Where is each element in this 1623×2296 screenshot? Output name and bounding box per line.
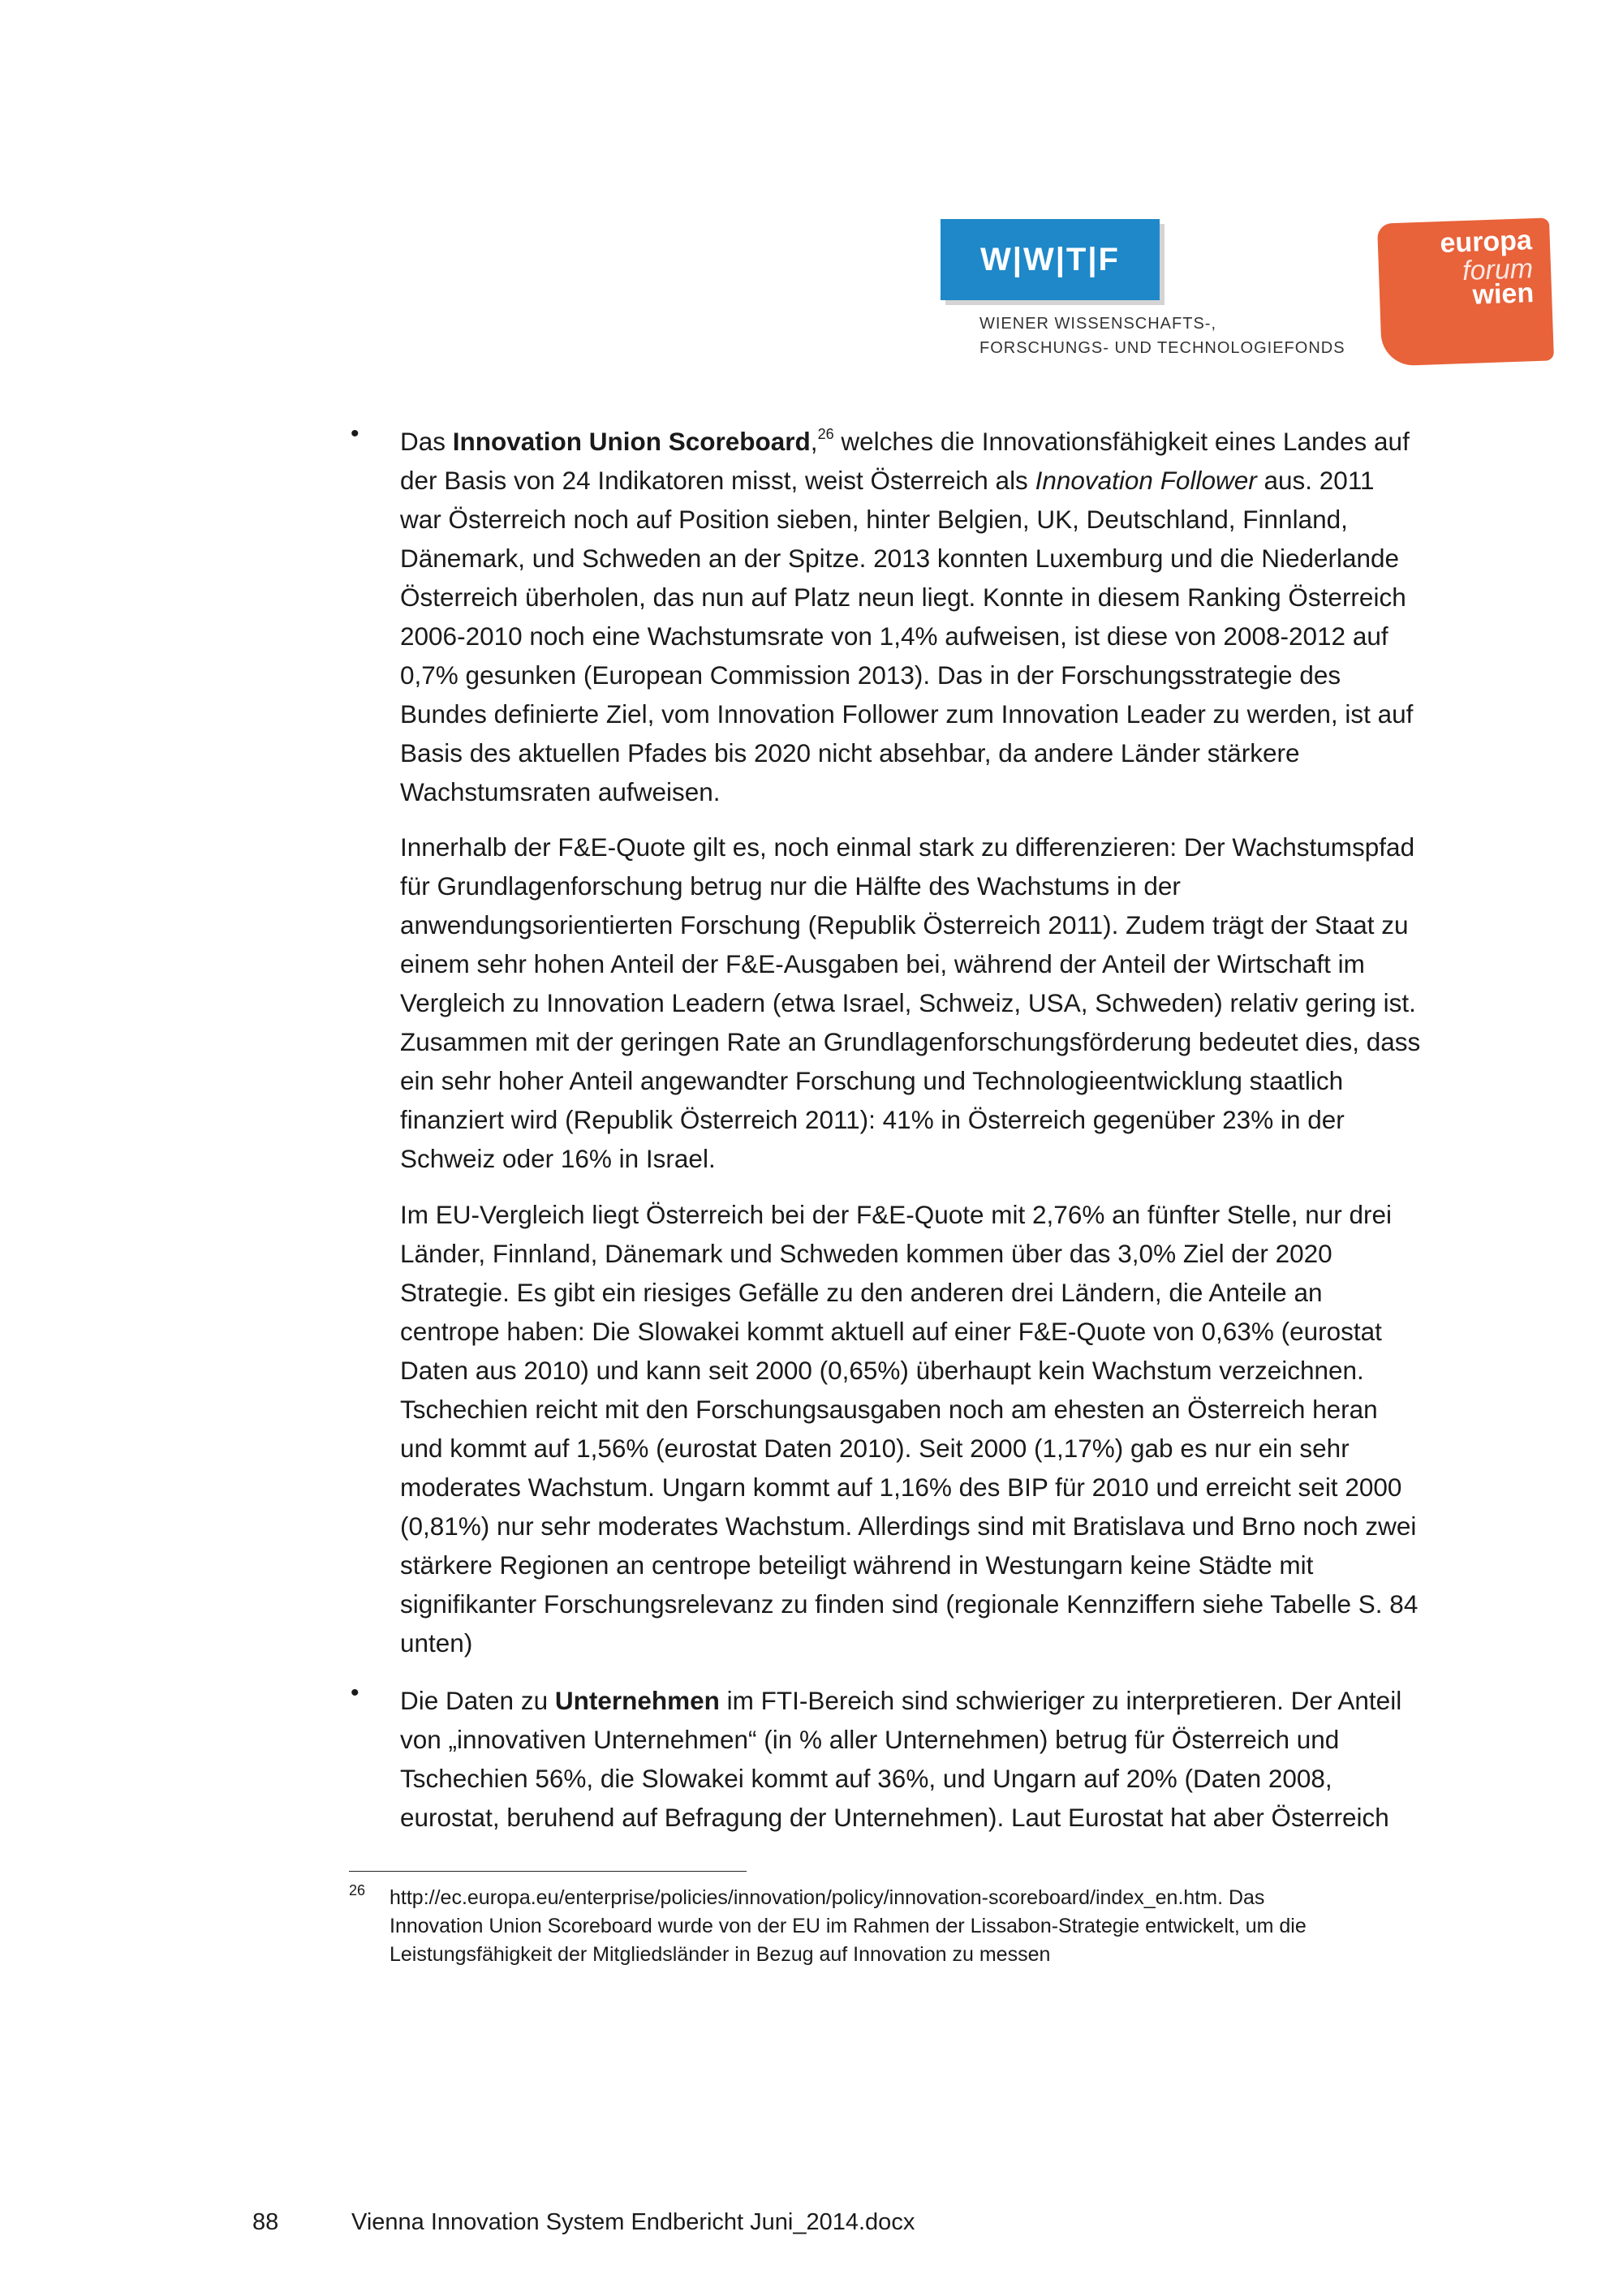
text-line: Länder, Finnland, Dänemark und Schweden kommen über das 3,0% Ziel der 2020 xyxy=(400,1239,1332,1268)
text-line: Innerhalb der F&E-Quote gilt es, noch einmal stark zu differenzieren: Der Wachstumspfad xyxy=(400,832,1415,862)
wwtf-caption-line2: FORSCHUNGS- UND TECHNOLOGIEFONDS xyxy=(979,339,1345,357)
paragraph-eu-comparison xyxy=(400,1195,1552,1662)
bullet-icon: • xyxy=(351,420,359,447)
text-line: 0,7% gesunken (European Commission 2013). Das in der Forschungsstrategie des xyxy=(400,660,1341,690)
text-line: Basis des aktuellen Pfades bis 2020 nicht absehbar, da andere Länder stärkere xyxy=(400,738,1300,767)
text-line: Strategie. Es gibt ein riesiges Gefälle zu den anderen drei Ländern, die Anteile an xyxy=(400,1278,1323,1307)
text-line: (0,81%) nur sehr moderates Wachstum. Allerdings sind mit Bratislava und Brno noch zwei xyxy=(400,1511,1417,1541)
text-line: und kommt auf 1,56% (eurostat Daten 2010). Seit 2000 (1,17%) gab es nur ein sehr xyxy=(400,1434,1350,1463)
footnote-reference[interactable]: 26 xyxy=(817,426,834,442)
footnote-number: 26 xyxy=(349,1882,366,1898)
text-line: von „innovativen Unternehmen“ (in % aller Unternehmen) betrug für Österreich und xyxy=(400,1725,1340,1754)
text-line: stärkere Regionen an centrope beteiligt während in Westungarn keine Städte mit xyxy=(400,1550,1314,1580)
wwtf-caption-line1: WIENER WISSENSCHAFTS-, xyxy=(979,315,1217,333)
text-line: finanziert wird (Republik Österreich 2011): 41% in Österreich gegenüber 23% in der xyxy=(400,1105,1345,1134)
text-line: für Grundlagenforschung betrug nur die Hälfte des Wachstums in der xyxy=(400,871,1181,901)
text-line: Tschechien reicht mit den Forschungsausgaben noch am ehesten an Österreich heran xyxy=(400,1395,1378,1424)
text-line: war Österreich noch auf Position sieben, hinter Belgien, UK, Deutschland, Finnland, xyxy=(400,505,1348,534)
text-line: unten) xyxy=(400,1628,473,1658)
text-line: Dänemark, und Schweden an der Spitze. 2013 konnten Luxemburg und die Niederlande xyxy=(400,544,1400,573)
page-number: 88 xyxy=(252,2209,279,2235)
text-line: anwendungsorientierten Forschung (Republik Österreich 2011). Zudem trägt der Staat zu xyxy=(400,910,1409,939)
text-line: ein sehr hoher Anteil angewandter Forschung und Technologieentwicklung staatlich xyxy=(400,1066,1344,1095)
footnote-text xyxy=(390,1884,1542,1969)
text-line: signifikanter Forschungsrelevanz zu finden sind (regionale Kennziffern siehe Tabelle S. 84 xyxy=(400,1589,1419,1619)
europa-logo-line2: forum xyxy=(1462,253,1534,287)
text-line: Das Innovation Union Scoreboard,$^{26}$ welches die Innovationsfähigkeit eines Landes auf xyxy=(400,426,1410,456)
italic-term: Innovation Follower xyxy=(1035,466,1257,495)
text-line: einem sehr hohen Anteil der F&E-Ausgaben bei, während der Anteil der Wirtschaft im xyxy=(400,949,1365,978)
text-line: Schweiz oder 16% in Israel. xyxy=(400,1144,716,1173)
text-line: Die Daten zu Unternehmen im FTI-Bereich sind schwieriger zu interpretieren. Der Anteil xyxy=(400,1686,1402,1715)
footnote-line-url[interactable]: http://ec.europa.eu/enterprise/policies/innovation/policy/innovation-scoreboard/index_en.htm. Das xyxy=(390,1886,1265,1909)
footnote-line: Leistungsfähigkeit der Mitgliedsländer in Bezug auf Innovation zu messen xyxy=(390,1943,1051,1966)
text-line: Daten aus 2010) und kann seit 2000 (0,65%) überhaupt kein Wachstum verzeichnen. xyxy=(400,1356,1364,1385)
wwtf-logo xyxy=(941,219,1160,300)
europa-logo-line3: wien xyxy=(1471,277,1535,311)
bullet-paragraph-unternehmen xyxy=(400,1681,1552,1837)
text-line: Zusammen mit der geringen Rate an Grundlagenforschungsförderung bedeutet dies, dass xyxy=(400,1027,1421,1056)
bullet-paragraph-scoreboard xyxy=(400,422,1552,811)
text-line: Vergleich zu Innovation Leadern (etwa Israel, Schweiz, USA, Schweden) relativ gering ist. xyxy=(400,988,1416,1017)
bold-term: Innovation Union Scoreboard xyxy=(452,427,811,456)
footnote-line: Innovation Union Scoreboard wurde von der EU im Rahmen der Lissabon-Strategie entwickelt, um die xyxy=(390,1915,1307,1937)
paragraph-fe-quote xyxy=(400,828,1552,1178)
text-line: 2006-2010 noch eine Wachstumsrate von 1,4% aufweisen, ist diese von 2008-2012 auf xyxy=(400,621,1388,651)
text-line: eurostat, beruhend auf Befragung der Unternehmen). Laut Eurostat hat aber Österreich xyxy=(400,1803,1389,1832)
bullet-icon: • xyxy=(351,1679,359,1706)
text-line: Bundes definierte Ziel, vom Innovation Follower zum Innovation Leader zu werden, ist auf xyxy=(400,699,1414,729)
europa-forum-wien-logo xyxy=(1377,217,1554,366)
text-line: moderates Wachstum. Ungarn kommt auf 1,16% des BIP für 2010 und erreicht seit 2000 xyxy=(400,1473,1402,1502)
text-line: Österreich überholen, das nun auf Platz neun liegt. Konnte in diesem Ranking Österreich xyxy=(400,583,1406,612)
footnote-divider xyxy=(349,1871,747,1872)
europa-logo-line1: europa xyxy=(1439,225,1533,260)
text-line: der Basis von 24 Indikatoren misst, weist Österreich als Innovation Follower aus. 2011 xyxy=(400,466,1375,495)
text-line: Wachstumsraten aufweisen. xyxy=(400,777,721,806)
text-line: Im EU-Vergleich liegt Österreich bei der F&E-Quote mit 2,76% an fünfter Stelle, nur drei xyxy=(400,1200,1393,1229)
document-title: Vienna Innovation System Endbericht Juni_2014.docx xyxy=(351,2209,915,2235)
bold-term: Unternehmen xyxy=(554,1686,720,1715)
text-line: centrope haben: Die Slowakei kommt aktuell auf einer F&E-Quote von 0,63% (eurostat xyxy=(400,1317,1382,1346)
text-line: Tschechien 56%, die Slowakei kommt auf 36%, und Ungarn auf 20% (Daten 2008, xyxy=(400,1764,1332,1793)
wwtf-logo-text: W|W|T|F xyxy=(980,241,1120,277)
